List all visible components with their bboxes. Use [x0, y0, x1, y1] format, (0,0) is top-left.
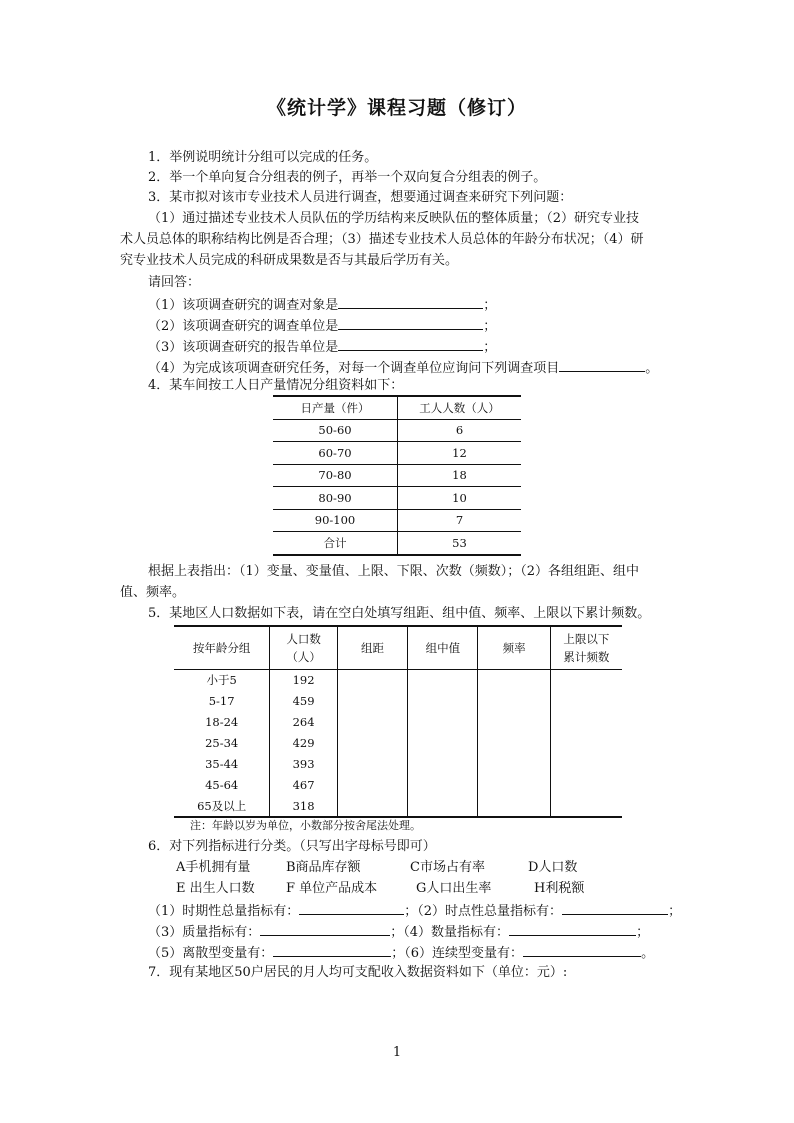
cell-population: 393 [270, 754, 338, 775]
table-row [174, 712, 622, 733]
cell-blank[interactable] [408, 795, 478, 817]
cell-blank[interactable] [408, 754, 478, 775]
cell-blank[interactable] [478, 754, 550, 775]
answer-4-period: 。 [645, 361, 659, 376]
table-total-row [273, 532, 521, 555]
cell-blank[interactable] [408, 670, 478, 691]
question-7: 7．现有某地区50户居民的月人均可支配收入数据资料如下（单位：元）: [148, 965, 568, 980]
question-3-ask: 请回答： [148, 275, 201, 290]
indicator-f: F 单位产品成本 [286, 881, 378, 896]
answer-3-semicolon: ； [483, 340, 497, 355]
answer-3-label: （3）该项调查研究的报告单位是 [148, 340, 339, 355]
answer-1-semicolon: ； [483, 298, 497, 313]
cell-population: 459 [270, 691, 338, 712]
cell-blank[interactable] [337, 691, 407, 712]
cell-population: 467 [270, 774, 338, 795]
table-row [273, 464, 521, 487]
cell-age: 5-17 [174, 691, 270, 712]
cell-blank[interactable] [478, 774, 550, 795]
blank-4-quantity[interactable] [509, 922, 636, 936]
classification-line-2 [148, 922, 649, 942]
indicator-g: G人口出生率 [416, 881, 492, 896]
blank-2-label: ；（2）时点性总量指标有： [404, 904, 563, 919]
header-cumulative-l1: 上限以下 [563, 632, 610, 646]
header-population-l1: 人口数 [286, 632, 321, 646]
cell-count: 12 [398, 442, 522, 465]
indicator-e: E 出生人口数 [176, 881, 255, 896]
header-population-l2: （人） [286, 650, 321, 664]
cell-total-value: 53 [452, 535, 467, 550]
blank-5-discrete[interactable] [273, 943, 391, 957]
answer-2-label: （2）该项调查研究的调查单位是 [148, 319, 339, 334]
table-row [174, 774, 622, 795]
cell-blank[interactable] [478, 795, 550, 817]
question-3-para-line1: （1）通过描述专业技术人员队伍的学历结构来反映队伍的整体质量；（2）研究专业技 [148, 211, 640, 226]
table-row [273, 487, 521, 510]
blank-4-label: ；（4）数量指标有： [390, 925, 510, 940]
header-daily-output: 日产量（件） [273, 396, 398, 419]
question-3-answer-3 [148, 337, 496, 357]
cell-blank[interactable] [337, 670, 407, 691]
cell-blank[interactable] [478, 691, 550, 712]
cell-blank[interactable] [478, 733, 550, 754]
table-note: 注：年龄以岁为单位，小数部分按舍尾法处理。 [190, 819, 421, 832]
table-row [174, 691, 622, 712]
cell-blank[interactable] [478, 712, 550, 733]
question-2: 2．举一个单向复合分组表的例子，再举一个双向复合分组表的例子。 [148, 170, 547, 185]
header-worker-count: 工人人数（人） [398, 396, 522, 419]
table-row [174, 754, 622, 775]
question-4-after-line2: 值、频率。 [120, 585, 186, 600]
table-row [174, 670, 622, 691]
cell-blank[interactable] [337, 795, 407, 817]
indicator-h: H利税额 [534, 881, 585, 896]
blank-3-label: （3）质量指标有： [148, 925, 261, 940]
question-3-answer-1 [148, 295, 496, 315]
cell-total-label: 合计 [273, 532, 398, 555]
blank-6-label: ；（6）连续型变量有： [391, 946, 524, 961]
cell-population: 264 [270, 712, 338, 733]
header-cumulative-l2: 累计频数 [563, 650, 610, 664]
cell-blank[interactable] [550, 795, 622, 817]
table-row [273, 442, 521, 465]
cell-output: 90-100 [273, 509, 398, 532]
header-frequency: 频率 [478, 626, 550, 670]
answer-1-blank[interactable] [338, 295, 483, 309]
indicator-c: C市场占有率 [410, 860, 485, 875]
cell-output: 60-70 [273, 442, 398, 465]
answer-4-blank[interactable] [559, 358, 645, 372]
question-4-intro: 4．某车间按工人日产量情况分组资料如下： [148, 378, 404, 393]
question-3-para-line3: 究专业技术人员完成的科研成果数是否与其最后学历有关。 [120, 253, 459, 268]
cell-blank[interactable] [550, 670, 622, 691]
answer-2-blank[interactable] [338, 316, 483, 330]
cell-blank[interactable] [550, 733, 622, 754]
page-title: 《统计学》课程习题（修订） [266, 97, 527, 119]
blank-3-quality[interactable] [260, 922, 390, 936]
line-3-period: 。 [641, 946, 655, 961]
blank-5-label: （5）离散型变量有： [148, 946, 274, 961]
header-population [270, 626, 338, 670]
header-class-width: 组距 [337, 626, 407, 670]
question-4-after-line1: 根据上表指出：（1）变量、变量值、上限、下限、次数（频数）；（2）各组组距、组中 [148, 564, 640, 579]
table-row [174, 733, 622, 754]
production-table [273, 395, 521, 556]
table-row [174, 795, 622, 817]
cell-count: 7 [398, 509, 522, 532]
cell-age: 45-64 [174, 774, 270, 795]
answer-3-blank[interactable] [338, 337, 483, 351]
cell-blank[interactable] [408, 712, 478, 733]
cell-count: 10 [398, 487, 522, 510]
question-3-answer-4 [148, 358, 658, 378]
cell-blank[interactable] [550, 691, 622, 712]
cell-population: 318 [270, 795, 338, 817]
question-1: 1．举例说明统计分组可以完成的任务。 [148, 150, 378, 165]
question-3-intro: 3．某市拟对该市专业技术人员进行调查，想要通过调查来研究下列问题： [148, 190, 573, 205]
question-3-para-line2: 术人员总体的职称结构比例是否合理；（3）描述专业技术人员总体的年龄分布状况；（4）研 [120, 232, 644, 247]
cell-blank[interactable] [550, 712, 622, 733]
table-header-row [273, 396, 521, 419]
header-age-group: 按年龄分组 [174, 626, 270, 670]
cell-age: 小于5 [174, 670, 270, 691]
table-header-row [174, 626, 622, 670]
cell-age: 35-44 [174, 754, 270, 775]
indicator-b: B商品库存额 [286, 860, 361, 875]
cell-population: 429 [270, 733, 338, 754]
cell-blank[interactable] [550, 774, 622, 795]
answer-1-label: （1）该项调查研究的调查对象是 [148, 298, 339, 313]
cell-age: 25-34 [174, 733, 270, 754]
cell-age: 18-24 [174, 712, 270, 733]
cell-output: 80-90 [273, 487, 398, 510]
cell-blank[interactable] [337, 733, 407, 754]
question-6-intro: 6．对下列指标进行分类。（只写出字母标号即可） [148, 839, 436, 854]
header-cumulative [550, 626, 622, 670]
cell-blank[interactable] [408, 691, 478, 712]
cell-age: 65及以上 [174, 795, 270, 817]
cell-blank[interactable] [478, 670, 550, 691]
indicator-a: A手机拥有量 [176, 860, 251, 875]
population-table [174, 625, 622, 818]
blank-6-continuous[interactable] [523, 943, 641, 957]
answer-4-label: （4）为完成该项调查研究任务，对每一个调查单位应询问下列调查项目 [148, 361, 560, 376]
answer-2-semicolon: ； [483, 319, 497, 334]
cell-output: 50-60 [273, 419, 398, 442]
cell-count: 18 [398, 464, 522, 487]
cell-blank[interactable] [337, 754, 407, 775]
cell-blank[interactable] [408, 774, 478, 795]
question-3-answer-2 [148, 316, 496, 336]
line-2-semicolon: ； [636, 925, 650, 940]
indicator-d: D人口数 [528, 860, 578, 875]
line-1-semicolon: ； [668, 904, 682, 919]
cell-blank[interactable] [337, 774, 407, 795]
classification-line-1 [148, 901, 681, 921]
classification-line-3 [148, 943, 654, 963]
cell-blank[interactable] [408, 733, 478, 754]
cell-blank[interactable] [337, 712, 407, 733]
page-number: 1 [392, 1045, 402, 1060]
cell-output: 70-80 [273, 464, 398, 487]
question-5-intro: 5．某地区人口数据如下表，请在空白处填写组距、组中值、频率、上限以下累计频数。 [148, 606, 651, 621]
table-row [273, 509, 521, 532]
cell-count: 6 [398, 419, 522, 442]
blank-2-point-total[interactable] [562, 901, 668, 915]
table-row [273, 419, 521, 442]
header-midpoint: 组中值 [408, 626, 478, 670]
blank-1-period-total[interactable] [299, 901, 404, 915]
blank-1-label: （1）时期性总量指标有： [148, 904, 300, 919]
cell-blank[interactable] [550, 754, 622, 775]
cell-population: 192 [270, 670, 338, 691]
